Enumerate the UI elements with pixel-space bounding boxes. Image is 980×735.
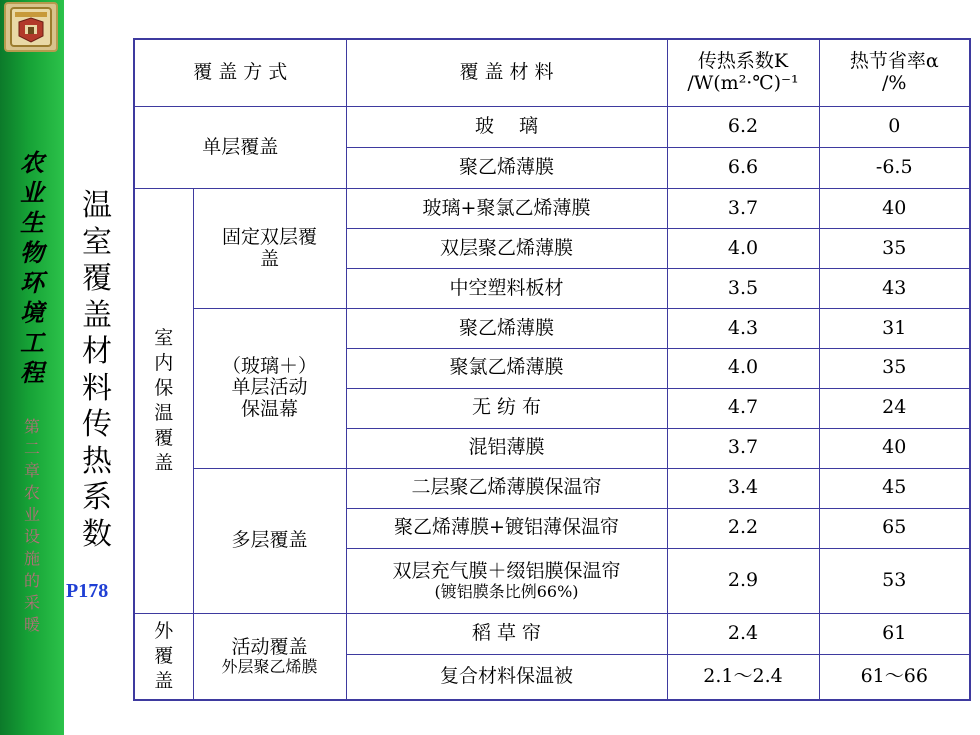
header-row	[134, 39, 970, 107]
alpha-cell: 61～66	[819, 655, 970, 700]
page-reference: P178	[66, 580, 109, 602]
alpha-cell: 43	[819, 269, 970, 309]
material-cell: 玻璃+聚氯乙烯薄膜	[346, 189, 667, 229]
k-cell: 4.3	[667, 308, 819, 348]
subcategory-outdoor: 活动覆盖 外层聚乙烯膜	[193, 614, 346, 700]
chapter-name: 第 二 章 农 业 设 施 的 采 暖	[23, 417, 40, 634]
table-row	[134, 189, 970, 229]
alpha-cell: 65	[819, 508, 970, 548]
k-cell: 3.4	[667, 468, 819, 508]
alpha-cell: 35	[819, 348, 970, 388]
k-cell: 3.7	[667, 189, 819, 229]
subcategory-fixed: 固定双层覆 盖	[193, 189, 346, 309]
alpha-cell: 40	[819, 428, 970, 468]
k-cell: 6.2	[667, 107, 819, 148]
header-k: 传热系数K /W(m²·℃)⁻¹	[667, 39, 819, 107]
material-cell: 玻 璃	[346, 107, 667, 148]
k-cell: 2.9	[667, 548, 819, 614]
heat-transfer-table	[133, 38, 971, 701]
alpha-cell: -6.5	[819, 148, 970, 189]
category-single: 单层覆盖	[134, 107, 346, 189]
k-cell: 6.6	[667, 148, 819, 189]
material-cell: 稻 草 帘	[346, 614, 667, 655]
material-cell: 混铝薄膜	[346, 428, 667, 468]
material-cell: 聚乙烯薄膜+镀铝薄保温帘	[346, 508, 667, 548]
k-cell: 4.7	[667, 388, 819, 428]
k-cell: 4.0	[667, 348, 819, 388]
subcategory-multi: 多层覆盖	[193, 468, 346, 613]
k-cell: 2.1～2.4	[667, 655, 819, 700]
alpha-cell: 40	[819, 189, 970, 229]
slide-title: 温 室 覆 盖 材 料 传 热 系 数	[82, 188, 112, 552]
material-cell: 聚氯乙烯薄膜	[346, 348, 667, 388]
table-row	[134, 308, 970, 348]
alpha-cell: 24	[819, 388, 970, 428]
material-cell: 复合材料保温被	[346, 655, 667, 700]
category-outdoor: 外 覆 盖	[134, 614, 193, 700]
category-indoor: 室 内 保 温 覆 盖	[134, 189, 193, 614]
material-cell: 聚乙烯薄膜	[346, 308, 667, 348]
k-cell: 2.4	[667, 614, 819, 655]
material-cell: 聚乙烯薄膜	[346, 148, 667, 189]
material-cell: 二层聚乙烯薄膜保温帘	[346, 468, 667, 508]
alpha-cell: 0	[819, 107, 970, 148]
k-cell: 3.5	[667, 269, 819, 309]
sidebar	[0, 0, 64, 735]
table-row	[134, 107, 970, 148]
university-logo	[4, 2, 58, 52]
header-alpha: 热节省率α /%	[819, 39, 970, 107]
k-cell: 2.2	[667, 508, 819, 548]
material-cell: 无 纺 布	[346, 388, 667, 428]
alpha-cell: 35	[819, 229, 970, 269]
alpha-cell: 45	[819, 468, 970, 508]
alpha-cell: 61	[819, 614, 970, 655]
alpha-cell: 53	[819, 548, 970, 614]
subcategory-curtain: （玻璃＋） 单层活动 保温幕	[193, 308, 346, 468]
header-method: 覆 盖 方 式	[134, 39, 346, 107]
alpha-cell: 31	[819, 308, 970, 348]
university-crest-icon	[9, 6, 53, 48]
k-cell: 4.0	[667, 229, 819, 269]
table-row	[134, 468, 970, 508]
k-cell: 3.7	[667, 428, 819, 468]
material-cell: 双层充气膜＋缀铝膜保温帘 (镀铝膜条比例66%)	[346, 548, 667, 614]
material-cell: 双层聚乙烯薄膜	[346, 229, 667, 269]
course-name: 农 业 生 物 环 境 工 程	[20, 148, 44, 387]
table-row	[134, 614, 970, 655]
material-cell: 中空塑料板材	[346, 269, 667, 309]
header-material: 覆 盖 材 料	[346, 39, 667, 107]
